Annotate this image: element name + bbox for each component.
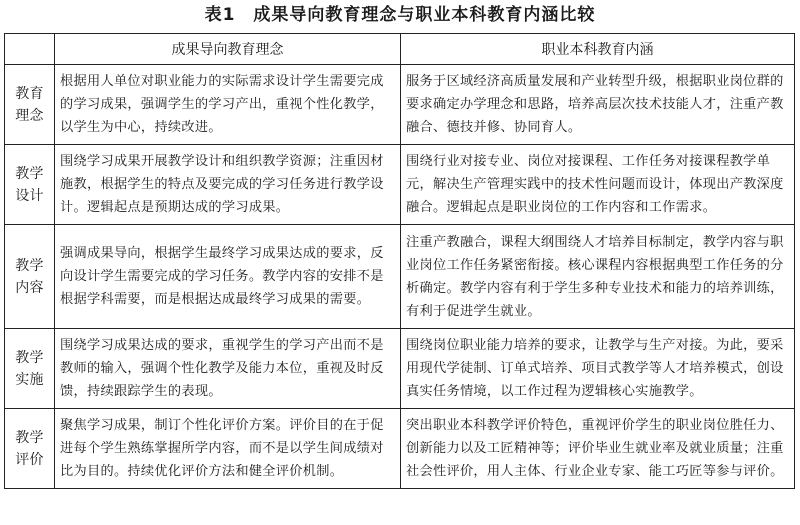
row-label: 教学内容: [5, 225, 55, 329]
table-title: 成果导向教育理念与职业本科教育内涵比较: [253, 5, 596, 25]
vocational-cell: 注重产教融合，课程大纲围绕人才培养目标制定，教学内容与职业岗位工作任务紧密衔接。核心课程内容根据典型工作任务的分析确定。教学内容有利于学生多种专业技术和能力的培养训练，有利于促进学生就业。: [401, 225, 795, 329]
table-caption: [0, 0, 800, 34]
vocational-cell: 服务于区域经济高质量发展和产业转型升级，根据职业岗位群的要求确定办学理念和思路，培养高层次技术技能人才，注重产教融合、德技并修、协同育人。: [401, 65, 795, 145]
header-obe: 成果导向教育理念: [55, 34, 401, 65]
table-row: [5, 409, 795, 489]
obe-cell: 根据用人单位对职业能力的实际需求设计学生需要完成的学习成果，强调学生的学习产出，重视个性化教学，以学生为中心，持续改进。: [55, 65, 401, 145]
table-row: [5, 65, 795, 145]
row-label: 教学评价: [5, 409, 55, 489]
table-number: 表1: [204, 5, 236, 25]
row-label: 教学设计: [5, 145, 55, 225]
table-header-row: [5, 34, 795, 65]
obe-cell: 强调成果导向，根据学生最终学习成果达成的要求，反向设计学生需要完成的学习任务。教学内容的安排不是根据学科需要，而是根据达成最终学习成果的需要。: [55, 225, 401, 329]
table-row: [5, 145, 795, 225]
comparison-table: [4, 33, 795, 489]
header-vocational: 职业本科教育内涵: [401, 34, 795, 65]
table-row: [5, 329, 795, 409]
row-label: 教学实施: [5, 329, 55, 409]
obe-cell: 围绕学习成果达成的要求，重视学生的学习产出而不是教师的输入，强调个性化教学及能力本位，重视及时反馈，持续跟踪学生的表现。: [55, 329, 401, 409]
obe-cell: 聚焦学习成果，制订个性化评价方案。评价目的在于促进每个学生熟练掌握所学内容，而不是以学生间成绩对比为目的。持续优化评价方法和健全评价机制。: [55, 409, 401, 489]
vocational-cell: 突出职业本科教学评价特色，重视评价学生的职业岗位胜任力、创新能力以及工匠精神等；评价毕业生就业率及就业质量；注重社会性评价，用人主体、行业企业专家、能工巧匠等参与评价。: [401, 409, 795, 489]
row-label: 教育理念: [5, 65, 55, 145]
obe-cell: 围绕学习成果开展教学设计和组织教学资源；注重因材施教，根据学生的特点及要完成的学习任务进行教学设计。逻辑起点是预期达成的学习成果。: [55, 145, 401, 225]
vocational-cell: 围绕岗位职业能力培养的要求，让教学与生产对接。为此，要采用现代学徒制、订单式培养、项目式教学等人才培养模式，创设真实任务情境，以工作过程为逻辑核心实施教学。: [401, 329, 795, 409]
table-row: [5, 225, 795, 329]
vocational-cell: 围绕行业对接专业、岗位对接课程、工作任务对接课程教学单元，解决生产管理实践中的技术性问题而设计，体现出产教深度融合。逻辑起点是职业岗位的工作内容和工作需求。: [401, 145, 795, 225]
header-corner: [5, 34, 55, 65]
